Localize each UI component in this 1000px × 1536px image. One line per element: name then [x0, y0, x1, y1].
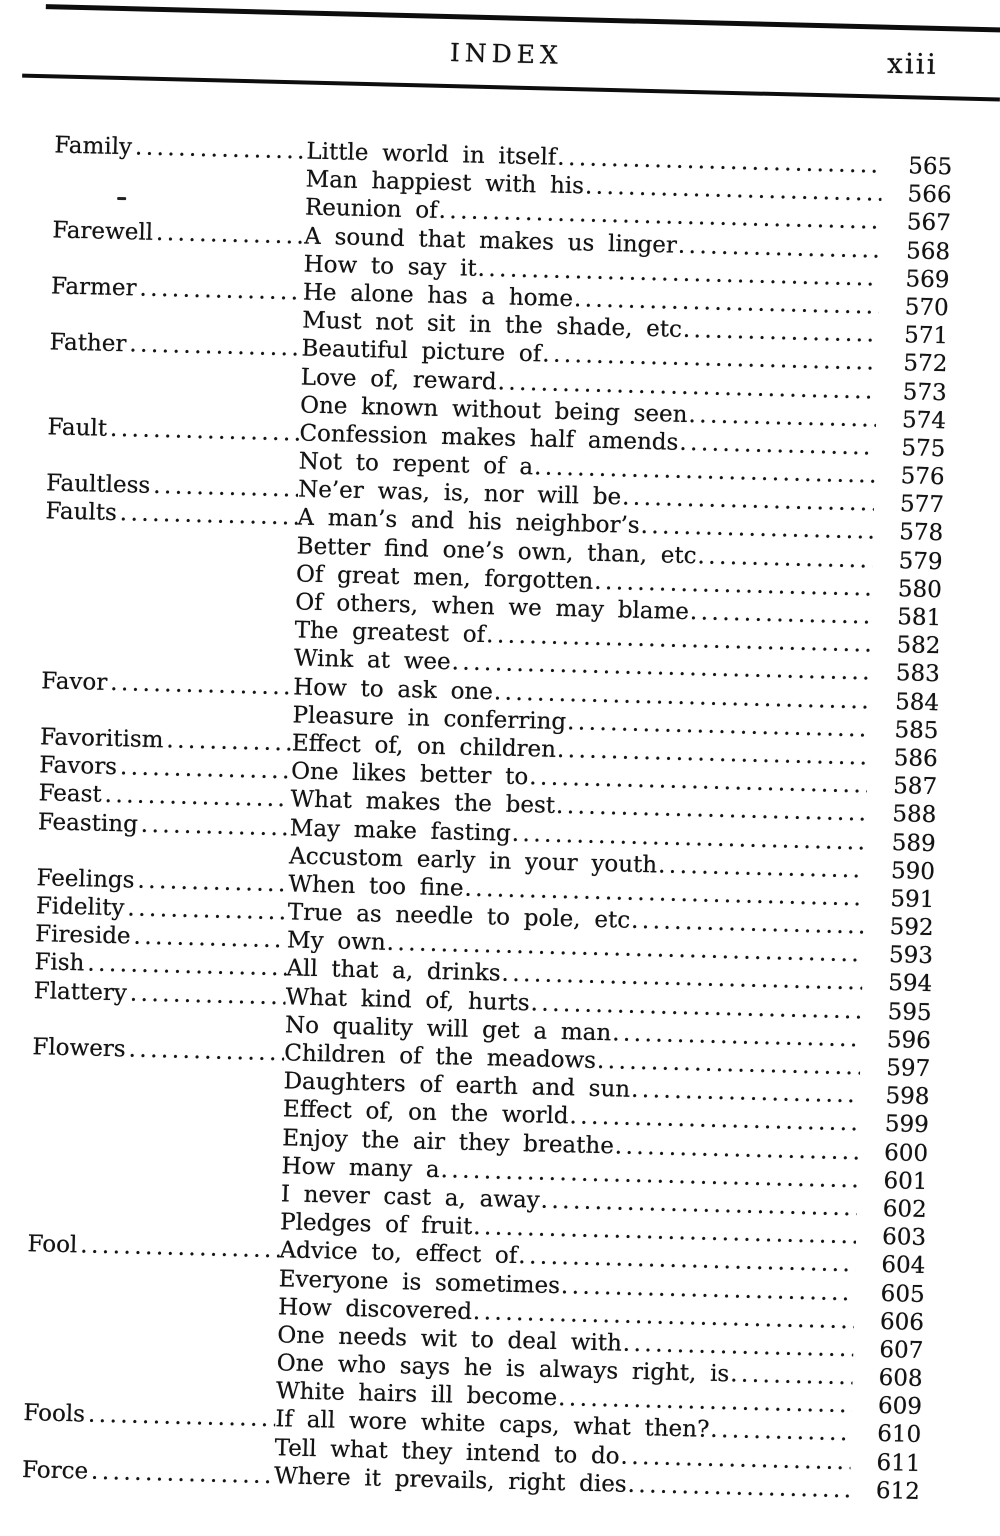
index-term: Flattery: [33, 977, 128, 1007]
page-ref-number: 601: [883, 1167, 928, 1195]
entry-description: Effect of, on the world: [282, 1096, 569, 1130]
entry-description: A sound that makes us linger: [303, 223, 678, 259]
entry-description: Of great men, forgotten: [295, 561, 594, 595]
entry-description: Everyone is sometimes: [278, 1265, 561, 1299]
entry-description: Accustom early in your youth: [288, 843, 658, 879]
page-ref-number: 573: [902, 378, 947, 406]
dot-leader: [730, 1360, 853, 1391]
page-ref-number: 570: [904, 294, 950, 322]
page-ref-number: 565: [907, 153, 953, 181]
entry-description: Man happiest with his: [305, 166, 585, 200]
term-dot-leader: [26, 1449, 275, 1455]
term-dot-leader: [52, 378, 301, 384]
index-term: Faultless: [45, 470, 151, 500]
index-term: Favor: [41, 667, 108, 696]
entry-description: Pleasure in conferring: [292, 702, 567, 735]
page-ref-number: 587: [892, 773, 938, 801]
term-cell: [29, 1167, 281, 1173]
term-dot-leader: [48, 547, 297, 553]
term-cell: [31, 1110, 283, 1116]
term-dot-leader: [88, 1401, 276, 1434]
entry-description: Must not sit in the shade, etc: [301, 307, 683, 343]
dot-leader: [627, 1471, 850, 1505]
page-ref-number: 602: [882, 1195, 928, 1223]
entry-description: Confession makes half amends: [299, 420, 679, 456]
term-cell: [41, 716, 293, 722]
entry-description: Little world in itself: [306, 138, 557, 171]
index-term: Feelings: [36, 865, 135, 894]
dot-leader: [710, 1416, 852, 1448]
term-dot-leader: [127, 894, 288, 926]
term-cell: [53, 209, 305, 215]
entry-description: How to ask one: [292, 673, 494, 705]
term-cell: [48, 406, 300, 412]
term-dot-leader: [35, 1082, 284, 1088]
entry-description: He alone has a home: [302, 279, 574, 313]
page-ref-number: 577: [899, 491, 945, 519]
entry-description: Daughters of earth and sun: [283, 1068, 631, 1103]
index-term: Fidelity: [35, 893, 125, 922]
folio-roman-numeral: xiii: [886, 46, 939, 81]
term-cell: [29, 1195, 281, 1201]
page-ref-number: 609: [877, 1393, 923, 1421]
page-ref-number: 569: [905, 265, 950, 294]
entry-description: One known without being seen: [299, 392, 688, 428]
dot-leader: [688, 401, 876, 434]
index-term: Feast: [38, 780, 102, 809]
term-dot-leader: [120, 753, 292, 785]
page-ref-number: 578: [899, 519, 944, 547]
page-ref-number: 593: [888, 942, 934, 970]
term-dot-leader: [45, 660, 294, 666]
page-ref-number: 582: [896, 632, 941, 660]
entry-description: All that a, drinks: [286, 955, 501, 987]
entry-description: Children of the meadows: [284, 1040, 597, 1074]
page-ref-number: 610: [876, 1421, 922, 1449]
term-dot-leader: [56, 209, 305, 215]
page-ref-number: 592: [889, 914, 934, 942]
page-ref-number: 611: [876, 1449, 921, 1477]
entry-description: Effect of, on children: [291, 730, 557, 763]
term-dot-leader: [135, 133, 307, 165]
index-term: Farmer: [50, 273, 137, 302]
page-ref-number: 574: [901, 406, 947, 434]
index-term: Fault: [47, 414, 108, 442]
page-title: INDEX: [449, 38, 564, 70]
term-dot-leader: [133, 923, 287, 955]
page-ref-number: 604: [881, 1252, 926, 1280]
page-ref-number: 608: [878, 1364, 923, 1393]
page-ref-number: 580: [897, 575, 943, 604]
entry-description: Advice to, effect of: [279, 1237, 518, 1270]
index-term: Feasting: [37, 808, 139, 838]
term-dot-leader: [153, 472, 299, 504]
entry-description: Not to repent of a: [298, 448, 534, 481]
term-cell: [47, 462, 299, 468]
entry-description: Wink at wee: [293, 645, 451, 676]
entry-description: True as needle to pole, etc: [287, 899, 631, 934]
page-ref-number: 595: [887, 998, 932, 1026]
page-ref-number: 572: [903, 350, 948, 378]
index-term: Favoritism: [39, 724, 164, 754]
page-ref-number: 571: [903, 322, 949, 350]
entry-description: Love of, reward: [300, 363, 497, 395]
page-ref-number: 603: [881, 1224, 927, 1252]
entry-description: A man’s and his neighbor’s: [297, 504, 640, 540]
term-dot-leader: [110, 668, 294, 701]
term-cell: [33, 1026, 285, 1032]
term-cell: [28, 1223, 280, 1229]
term-dot-leader: [119, 500, 297, 533]
term-cell: [23, 1449, 275, 1455]
index-term: Fools: [23, 1400, 86, 1428]
term-dot-leader: [28, 1336, 277, 1342]
dot-leader: [697, 542, 873, 574]
term-cell: [45, 547, 297, 553]
page-ref-number: 605: [880, 1280, 925, 1308]
page-ref-number: 589: [891, 829, 936, 857]
page-ref-number: 567: [906, 209, 952, 237]
term-cell: [25, 1364, 277, 1370]
page-ref-number: 583: [895, 660, 941, 688]
term-cell: [44, 575, 296, 581]
entry-description: Enjoy the air they breathe: [281, 1124, 615, 1159]
term-dot-leader: [130, 979, 287, 1011]
page-ref-number: 590: [890, 857, 936, 885]
term-cell: [37, 857, 289, 863]
entry-description: The greatest of: [294, 617, 486, 649]
index-term: Father: [49, 329, 127, 358]
term-dot-leader: [141, 810, 291, 842]
entry-description: How to say it: [303, 251, 477, 282]
page-ref-number: 612: [875, 1477, 921, 1505]
entry-description: I never cast a, away: [280, 1181, 541, 1214]
entry-description: Beautiful picture of: [301, 335, 542, 368]
term-dot-leader: [47, 575, 296, 581]
page-ref-number: 568: [905, 237, 951, 265]
page-ref-number: 598: [885, 1083, 930, 1111]
term-dot-leader: [32, 1195, 281, 1201]
term-cell: [42, 660, 294, 666]
term-cell: [30, 1139, 282, 1145]
page-ref-number: 599: [884, 1111, 930, 1139]
entry-description: My own: [286, 927, 387, 956]
entry-description: What kind of, hurts: [285, 983, 530, 1016]
page-ref-number: 576: [900, 463, 945, 491]
term-dot-leader: [53, 322, 302, 328]
term-dot-leader: [104, 781, 291, 814]
entry-description: Better find one’s own, than, etc: [296, 533, 697, 569]
term-cell: [26, 1308, 278, 1314]
entry-description: One likes better to: [290, 758, 529, 791]
term-cell: [24, 1392, 276, 1398]
page-ref-number: 597: [885, 1054, 931, 1083]
page-ref-number: 596: [886, 1026, 932, 1054]
index-term: Faults: [45, 498, 118, 527]
term-dot-leader: [34, 1111, 283, 1117]
term-dot-leader: [80, 1232, 280, 1265]
term-dot-leader: [128, 1035, 284, 1067]
entry-description: How discovered: [277, 1293, 473, 1325]
term-dot-leader: [57, 181, 306, 187]
term-cell: [49, 378, 301, 384]
entry-description: Where it prevails, right dies: [273, 1462, 627, 1498]
index-term: Farewell: [52, 216, 154, 246]
index-term: Family: [54, 132, 133, 161]
entry-description: Of others, when we may blame: [295, 589, 690, 626]
index-term: Fish: [34, 949, 85, 977]
term-dot-leader: [50, 462, 299, 468]
term-cell: [50, 321, 302, 327]
term-cell: [22, 1456, 275, 1490]
term-cell: [54, 181, 306, 187]
term-cell: [43, 603, 295, 609]
page-ref-number: 606: [879, 1308, 925, 1336]
term-dot-leader: [91, 1458, 275, 1491]
term-cell: [25, 1336, 277, 1342]
entry-description: One needs wit to deal with: [277, 1322, 623, 1357]
entry-description: What makes the best: [290, 786, 556, 820]
term-dot-leader: [44, 716, 293, 722]
entry-description: No quality will get a man: [284, 1012, 612, 1047]
entry-description: May make fasting: [289, 814, 512, 847]
term-dot-leader: [139, 274, 303, 306]
term-dot-leader: [51, 406, 300, 412]
term-dot-leader: [129, 331, 302, 363]
index-term: Fireside: [34, 921, 131, 950]
index-term: Force: [21, 1456, 89, 1485]
entry-description: When too fine: [288, 871, 464, 902]
page-ref-number: 588: [892, 801, 937, 829]
page-ref-number: 566: [907, 181, 952, 209]
term-dot-leader: [32, 1167, 281, 1173]
term-dot-leader: [40, 857, 289, 863]
term-dot-leader: [137, 867, 289, 899]
index-list: [22, 131, 953, 1506]
index-term: Fool: [27, 1231, 78, 1259]
term-dot-leader: [55, 265, 304, 271]
page-ref-number: 585: [894, 716, 939, 744]
entry-description: How many a: [281, 1153, 440, 1183]
entry-description: White hairs ill become: [275, 1378, 558, 1412]
term-dot-leader: [156, 218, 305, 250]
term-dot-leader: [31, 1223, 280, 1229]
entry-description: One who says he is always right, is: [276, 1350, 730, 1388]
page-ref-number: 586: [893, 745, 939, 773]
entry-description: Tell what they intend to do: [274, 1434, 620, 1470]
term-dot-leader: [46, 603, 295, 609]
page-ref-number: 584: [894, 688, 940, 716]
page-ref-number: 581: [896, 604, 942, 632]
index-term: Flowers: [32, 1034, 126, 1063]
entry-description: Pledges of fruit: [279, 1209, 473, 1241]
page-ref-number: 594: [888, 970, 933, 998]
term-dot-leader: [110, 415, 300, 448]
entry-description: Reunion of: [304, 194, 438, 225]
term-dot-leader: [36, 1026, 285, 1032]
dot-leader: [690, 598, 872, 631]
top-double-rule: [46, 4, 1000, 32]
term-dot-leader: [28, 1364, 277, 1370]
term-cell: [43, 631, 295, 637]
term-dot-leader: [29, 1308, 278, 1314]
term-cell: [27, 1280, 279, 1286]
term-dot-leader: [46, 632, 295, 638]
entry-description: If all wore white caps, what then?: [275, 1406, 710, 1444]
term-cell: [32, 1082, 284, 1088]
page-ref-number: 591: [890, 885, 935, 913]
term-dot-leader: [166, 726, 292, 757]
term-cell: [52, 265, 304, 271]
page-ref-number: 607: [879, 1336, 924, 1364]
entry-description: Ne’er was, is, nor will be: [297, 476, 622, 511]
index-term: Favors: [38, 752, 118, 781]
page-ref-number: 575: [901, 435, 946, 463]
page-ref-number: 600: [883, 1139, 929, 1167]
term-dot-leader: [30, 1280, 279, 1286]
term-dot-leader: [27, 1392, 276, 1398]
page-ref-number: 579: [898, 547, 943, 575]
term-dot-leader: [33, 1139, 282, 1145]
